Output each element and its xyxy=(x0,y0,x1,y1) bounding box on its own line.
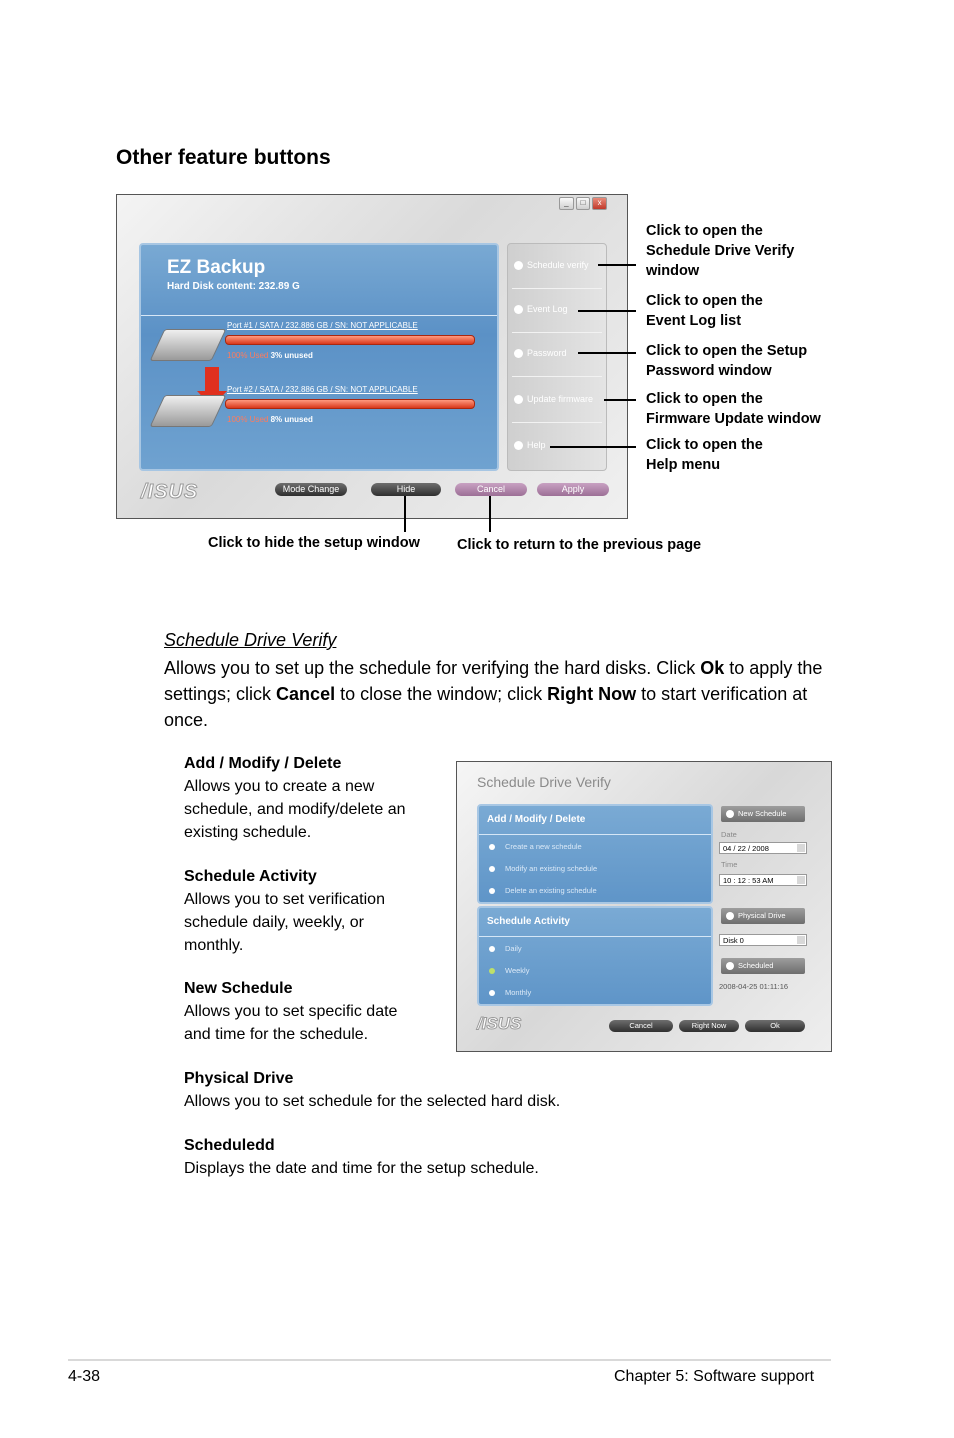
schedule-drive-verify-description: Allows you to set up the schedule for verifying the hard disks. Click Ok to apply the settings; click Cancel to close the window; click Right Now to start verification at once. xyxy=(164,658,823,730)
divider xyxy=(479,936,711,937)
lock-icon xyxy=(514,349,523,358)
add-modify-delete-heading: Add / Modify / Delete xyxy=(487,814,586,825)
create-schedule-radio[interactable]: Create a new schedule xyxy=(489,842,582,851)
radio-selected-icon xyxy=(489,968,495,974)
callout-password: Click to open the Setup Password window xyxy=(646,343,808,379)
spinner-icon[interactable] xyxy=(797,844,805,852)
maximize-icon[interactable]: □ xyxy=(576,197,591,210)
cancel-button[interactable]: Cancel xyxy=(455,483,527,496)
window-controls xyxy=(559,197,607,209)
item-physical-drive: Physical Drive Allows you to set schedule for the selected hard disk. xyxy=(184,1070,561,1110)
ez-backup-panel xyxy=(139,243,499,471)
sdv-window-title: Schedule Drive Verify xyxy=(477,774,611,790)
apply-button[interactable]: Apply xyxy=(537,483,609,496)
log-icon xyxy=(514,305,523,314)
asus-logo: /ISUS xyxy=(477,1014,522,1033)
modify-schedule-radio[interactable]: Modify an existing schedule xyxy=(489,864,597,873)
asus-logo: /ISUS xyxy=(141,481,199,503)
divider xyxy=(479,834,711,835)
hard-disk-icon xyxy=(150,329,227,361)
delete-schedule-radio[interactable]: Delete an existing schedule xyxy=(489,886,597,895)
schedule-activity-heading: Schedule Activity xyxy=(487,916,570,927)
chapter-title: Chapter 5: Software support xyxy=(614,1368,815,1385)
ok-button[interactable]: Ok xyxy=(745,1020,805,1032)
divider xyxy=(141,315,497,316)
callout-cancel: Click to return to the previous page xyxy=(457,537,702,553)
help-button[interactable]: Help xyxy=(514,440,546,450)
scheduled-button[interactable]: Scheduled xyxy=(721,958,805,974)
clock-icon xyxy=(726,962,734,970)
leader-line xyxy=(598,264,636,266)
right-now-button[interactable]: Right Now xyxy=(679,1020,739,1032)
port-1-label: Port #1 / SATA / 232.886 GB / SN: NOT APPLICABLE xyxy=(227,321,418,330)
schedule-verify-button[interactable]: Schedule verify xyxy=(514,260,589,270)
event-log-button[interactable]: Event Log xyxy=(514,304,568,314)
ez-backup-title: EZ Backup xyxy=(167,257,266,278)
divider xyxy=(512,288,602,289)
side-button-panel xyxy=(507,243,607,471)
divider xyxy=(512,376,602,377)
scheduled-value: 2008-04-25 01:11:16 xyxy=(719,982,789,991)
port-1-usage: 100% Used 3% unused xyxy=(227,351,313,360)
schedule-drive-verify-title: Schedule Drive Verify xyxy=(164,630,337,650)
physical-drive-button[interactable]: Physical Drive xyxy=(721,908,805,924)
radio-icon xyxy=(489,990,495,996)
item-new-schedule: New Schedule Allows you to set specific date and time for the schedule. xyxy=(184,980,398,1043)
schedule-drive-verify-screenshot xyxy=(456,761,832,1052)
clock-icon xyxy=(514,261,523,270)
hard-disk-icon xyxy=(150,395,227,427)
port-1-usage-bar xyxy=(225,335,475,345)
monthly-radio[interactable]: Monthly xyxy=(489,988,531,997)
weekly-radio[interactable]: Weekly xyxy=(489,966,529,975)
callout-firmware: Click to open the Firmware Update window xyxy=(646,391,821,427)
radio-icon xyxy=(489,888,495,894)
leader-line xyxy=(578,352,636,354)
divider xyxy=(512,422,602,423)
password-button[interactable]: Password xyxy=(514,348,567,358)
leader-line xyxy=(604,399,636,401)
footer-divider xyxy=(68,1359,831,1361)
callout-help: Click to open the Help menu xyxy=(646,437,763,473)
clock-icon xyxy=(726,810,734,818)
callout-eventlog: Click to open the Event Log list xyxy=(646,293,763,329)
item-scheduled: Scheduledd Displays the date and time for the setup schedule. xyxy=(184,1137,539,1177)
port-2-label: Port #2 / SATA / 232.886 GB / SN: NOT APPLICABLE xyxy=(227,385,418,394)
hard-disk-content: Hard Disk content: 232.89 G xyxy=(167,281,300,292)
help-icon xyxy=(514,441,523,450)
radio-icon xyxy=(489,946,495,952)
port-2-usage: 100% Used 8% unused xyxy=(227,415,313,424)
close-icon[interactable]: x xyxy=(592,197,607,210)
add-modify-delete-panel xyxy=(477,804,713,904)
radio-icon xyxy=(489,844,495,850)
date-label: Date xyxy=(721,830,737,839)
section-title: Other feature buttons xyxy=(116,146,331,169)
radio-icon xyxy=(489,866,495,872)
disk-select[interactable]: Disk 0 xyxy=(719,934,807,946)
daily-radio[interactable]: Daily xyxy=(489,944,522,953)
page-number: 4-38 xyxy=(68,1368,101,1385)
leader-line xyxy=(578,310,636,312)
ez-backup-screenshot xyxy=(116,194,628,519)
backup-arrow-icon xyxy=(205,367,219,393)
leader-line xyxy=(550,446,636,448)
callout-schedule: Click to open the Schedule Drive Verify window xyxy=(646,223,795,279)
upload-icon xyxy=(514,395,523,404)
hide-button[interactable]: Hide xyxy=(371,483,441,496)
divider xyxy=(512,332,602,333)
new-schedule-button[interactable]: New Schedule xyxy=(721,806,805,822)
cancel-button[interactable]: Cancel xyxy=(609,1020,673,1032)
item-add-modify-delete: Add / Modify / Delete Allows you to create a new schedule, and modify/delete an existing schedule. xyxy=(184,755,406,841)
callout-hide: Click to hide the setup window xyxy=(208,535,420,551)
date-field[interactable]: 04 / 22 / 2008 xyxy=(719,842,807,854)
item-schedule-activity: Schedule Activity Allows you to set verification schedule daily, weekly, or monthly. xyxy=(184,868,385,954)
update-firmware-button[interactable]: Update firmware xyxy=(514,394,593,404)
mode-change-button[interactable]: Mode Change xyxy=(275,483,347,496)
dropdown-icon[interactable] xyxy=(797,936,805,944)
schedule-activity-panel xyxy=(477,906,713,1006)
minimize-icon[interactable]: _ xyxy=(559,197,574,210)
time-label: Time xyxy=(721,860,738,869)
leader-line xyxy=(404,496,406,532)
disk-icon xyxy=(726,912,734,920)
leader-line xyxy=(489,496,491,532)
spinner-icon[interactable] xyxy=(797,876,805,884)
port-2-usage-bar xyxy=(225,399,475,409)
time-field[interactable]: 10 : 12 : 53 AM xyxy=(719,874,807,886)
